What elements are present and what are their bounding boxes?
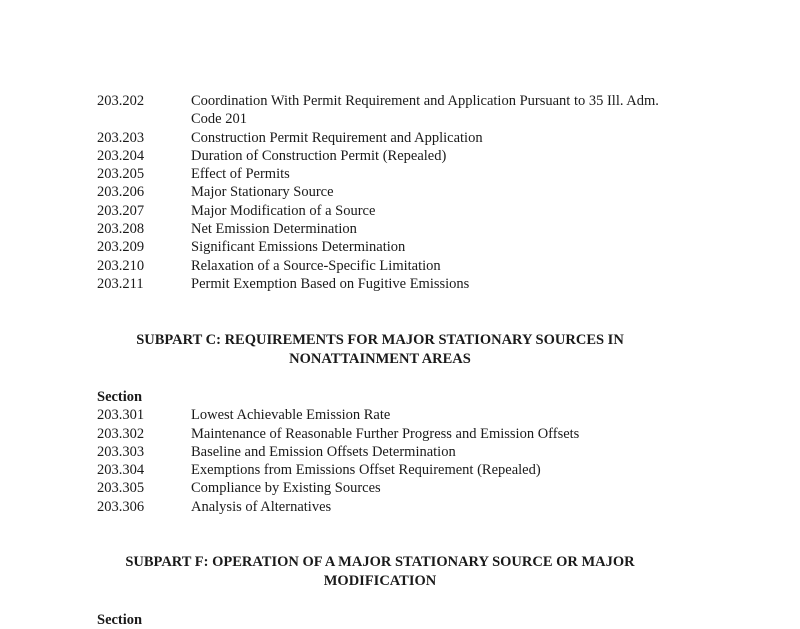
section-title: Major Stationary Source	[191, 184, 334, 201]
subpart-c-heading	[80, 331, 680, 369]
section-title: Construction Permit Requirement and Application	[191, 129, 483, 146]
section-title: Analysis of Alternatives	[191, 498, 332, 515]
list-item	[97, 425, 697, 443]
section-number: 203.206	[97, 184, 145, 201]
list-item	[97, 202, 697, 220]
list-item	[97, 238, 697, 256]
list-item	[97, 443, 697, 461]
list-item	[97, 92, 697, 129]
section-title: Lowest Achievable Emission Rate	[191, 407, 391, 424]
section-number: 203.301	[97, 407, 145, 424]
list-item	[97, 183, 697, 201]
section-number: 203.210	[97, 257, 145, 274]
section-title: Exemptions from Emissions Offset Requirement (Repealed)	[191, 462, 541, 479]
section-title: Major Modification of a Source	[191, 202, 376, 219]
list-item	[97, 406, 697, 424]
section-number: 203.209	[97, 239, 145, 256]
list-item	[97, 147, 697, 165]
section-number: 203.207	[97, 202, 145, 219]
section-number: 203.303	[97, 443, 145, 460]
section-number: 203.305	[97, 480, 145, 497]
list-item	[97, 165, 697, 183]
section-number: 203.204	[97, 147, 145, 164]
list-item	[97, 461, 697, 479]
section-number: 203.211	[97, 275, 144, 292]
section-number: 203.304	[97, 462, 145, 479]
list-item	[97, 498, 697, 516]
subpart-f-heading	[80, 553, 680, 591]
section-number: 203.302	[97, 425, 145, 442]
subpart-b-section-list	[97, 92, 697, 293]
section-title: Effect of Permits	[191, 166, 290, 183]
section-label: Section	[97, 612, 143, 628]
section-title: Permit Exemption Based on Fugitive Emissions	[191, 275, 470, 292]
subpart-c-section-list	[97, 388, 697, 516]
section-title: Relaxation of a Source-Specific Limitation	[191, 257, 441, 274]
list-item	[97, 129, 697, 147]
section-title: Compliance by Existing Sources	[191, 480, 381, 497]
list-item	[97, 257, 697, 275]
list-item	[97, 479, 697, 497]
section-title: Net Emission Determination	[191, 221, 357, 238]
subpart-heading-line: SUBPART C: REQUIREMENTS FOR MAJOR STATIONARY SOURCES IN	[136, 332, 624, 348]
section-number: 203.202	[97, 93, 145, 109]
list-item	[97, 275, 697, 293]
section-label: Section	[97, 389, 143, 405]
subpart-heading-line: MODIFICATION	[323, 573, 437, 589]
section-title: Maintenance of Reasonable Further Progress and Emission Offsets	[191, 425, 580, 442]
section-title: Coordination With Permit Requirement and Application Pursuant to 35 Ill. Adm. Code 201	[191, 93, 659, 128]
subpart-heading-line: NONATTAINMENT AREAS	[289, 351, 471, 367]
section-title: Duration of Construction Permit (Repealed)	[191, 147, 447, 164]
section-number: 203.205	[97, 166, 145, 183]
section-title: Significant Emissions Determination	[191, 239, 406, 256]
section-number: 203.306	[97, 498, 145, 515]
section-title: Baseline and Emission Offsets Determination	[191, 443, 456, 460]
subpart-heading-line: SUBPART F: OPERATION OF A MAJOR STATIONARY SOURCE OR MAJOR	[125, 554, 635, 570]
section-number: 203.203	[97, 129, 145, 146]
list-item	[97, 220, 697, 238]
section-number: 203.208	[97, 221, 145, 238]
